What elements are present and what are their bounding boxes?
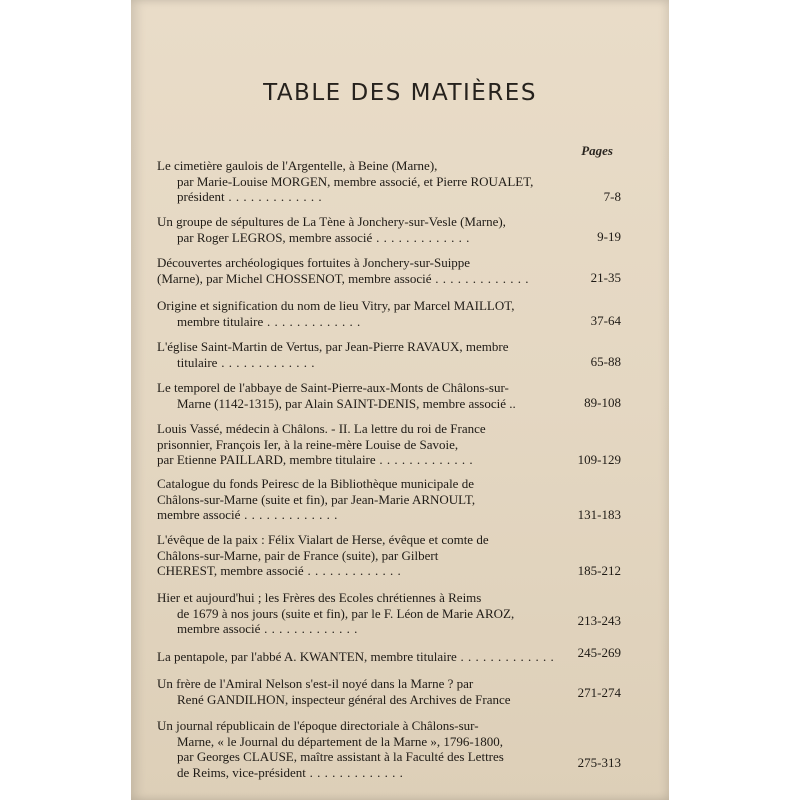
entry-line: Catalogue du fonds Peiresc de la Bibliothèque municipale de — [157, 476, 474, 491]
page-range: 185-212 — [577, 563, 621, 578]
pages-column-header: Pages — [581, 143, 613, 158]
toc-entry — [157, 476, 617, 523]
entry-line: Marne (1142-1315), par Alain SAINT-DENIS, membre associé .. — [177, 395, 516, 411]
entry-line: membre associé . . . — [157, 507, 617, 523]
toc-entry — [157, 298, 617, 329]
entry-line: René GANDILHON, inspecteur général des Archives de France — [177, 691, 511, 707]
page-title: TABLE DES MATIÈRES — [263, 80, 537, 106]
page-range: 7-8 — [603, 189, 621, 204]
entry-line: Louis Vassé, médecin à Châlons. - II. La lettre du roi de France — [157, 421, 486, 436]
entry-line: président . . . — [157, 189, 617, 205]
entry-line: titulaire . . . — [157, 355, 617, 371]
toc-entry — [157, 718, 617, 780]
page-range: 275-313 — [577, 755, 621, 770]
entry-line: par Etienne PAILLARD, membre titulaire . . . — [157, 452, 617, 468]
entry-line: Le temporel de l'abbaye de Saint-Pierre-aux-Monts de Châlons-sur- — [157, 380, 509, 395]
entry-line: par Marie-Louise MORGEN, membre associé, et Pierre ROUALET, — [177, 173, 534, 189]
entry-line: Origine et signification du nom de lieu Vitry, par Marcel MAILLOT, — [157, 298, 515, 313]
toc-entry — [157, 649, 617, 665]
toc-entry — [157, 676, 617, 707]
entry-line: Hier et aujourd'hui ; les Frères des Ecoles chrétiennes à Reims — [157, 590, 482, 605]
page-range: 271-274 — [577, 685, 621, 700]
toc-entry — [157, 380, 617, 411]
toc-entry — [157, 339, 617, 370]
entry-line: de Reims, vice-président . . . — [157, 765, 617, 781]
book-page — [131, 0, 669, 800]
page-range: 213-243 — [577, 613, 621, 628]
toc-entry — [157, 532, 617, 579]
entry-line: membre titulaire . . . — [157, 314, 617, 330]
entry-line: CHEREST, membre associé . . . — [157, 563, 617, 579]
entry-line: Découvertes archéologiques fortuites à Jonchery-sur-Suippe — [157, 255, 471, 270]
entry-line: Un journal républicain de l'époque directoriale à Châlons-sur- — [157, 718, 479, 733]
toc-entry — [157, 421, 617, 468]
page-range: 21-35 — [590, 270, 621, 285]
toc-entry — [157, 255, 617, 286]
toc-entry — [157, 214, 617, 245]
entry-line: par Georges CLAUSE, maître assistant à la Faculté des Lettres — [177, 749, 504, 764]
page-range: 131-183 — [577, 507, 621, 522]
entry-line: Le cimetière gaulois de l'Argentelle, à Beine (Marne), — [157, 158, 438, 173]
entry-line: (Marne), par Michel CHOSSENOT, membre associé . . . — [157, 271, 617, 287]
entry-line: prisonnier, François Ier, à la reine-mère Louise de Savoie, — [157, 436, 459, 452]
entry-line: Châlons-sur-Marne (suite et fin), par Jean-Marie ARNOULT, — [157, 491, 476, 507]
entry-line: L'église Saint-Martin de Vertus, par Jean-Pierre RAVAUX, membre — [157, 339, 509, 354]
entry-line: par Roger LEGROS, membre associé . . . — [157, 230, 617, 246]
entry-line: Un frère de l'Amiral Nelson s'est-il noyé dans la Marne ? par — [157, 676, 474, 691]
page-range: 89-108 — [584, 395, 621, 410]
entry-line: de 1679 à nos jours (suite et fin), par le F. Léon de Marie AROZ, — [177, 605, 515, 621]
entry-line: Châlons-sur-Marne, pair de France (suite), par Gilbert — [157, 547, 439, 563]
entry-line: membre associé . . . — [157, 621, 617, 637]
entry-line: La pentapole, par l'abbé A. KWANTEN, membre titulaire . . . — [157, 649, 617, 665]
toc-entry — [157, 590, 617, 637]
toc-entry — [157, 158, 617, 205]
page-range: 9-19 — [597, 229, 621, 244]
entry-line: Un groupe de sépultures de La Tène à Jonchery-sur-Vesle (Marne), — [157, 214, 506, 229]
page-range: 37-64 — [590, 313, 621, 328]
page-range: 245-269 — [577, 645, 621, 660]
page-range: 65-88 — [590, 354, 621, 369]
entry-line: L'évêque de la paix : Félix Vialart de Herse, évêque et comte de — [157, 532, 489, 547]
page-range: 109-129 — [577, 452, 621, 467]
entry-line: Marne, « le Journal du département de la Marne », 1796-1800, — [177, 733, 503, 749]
